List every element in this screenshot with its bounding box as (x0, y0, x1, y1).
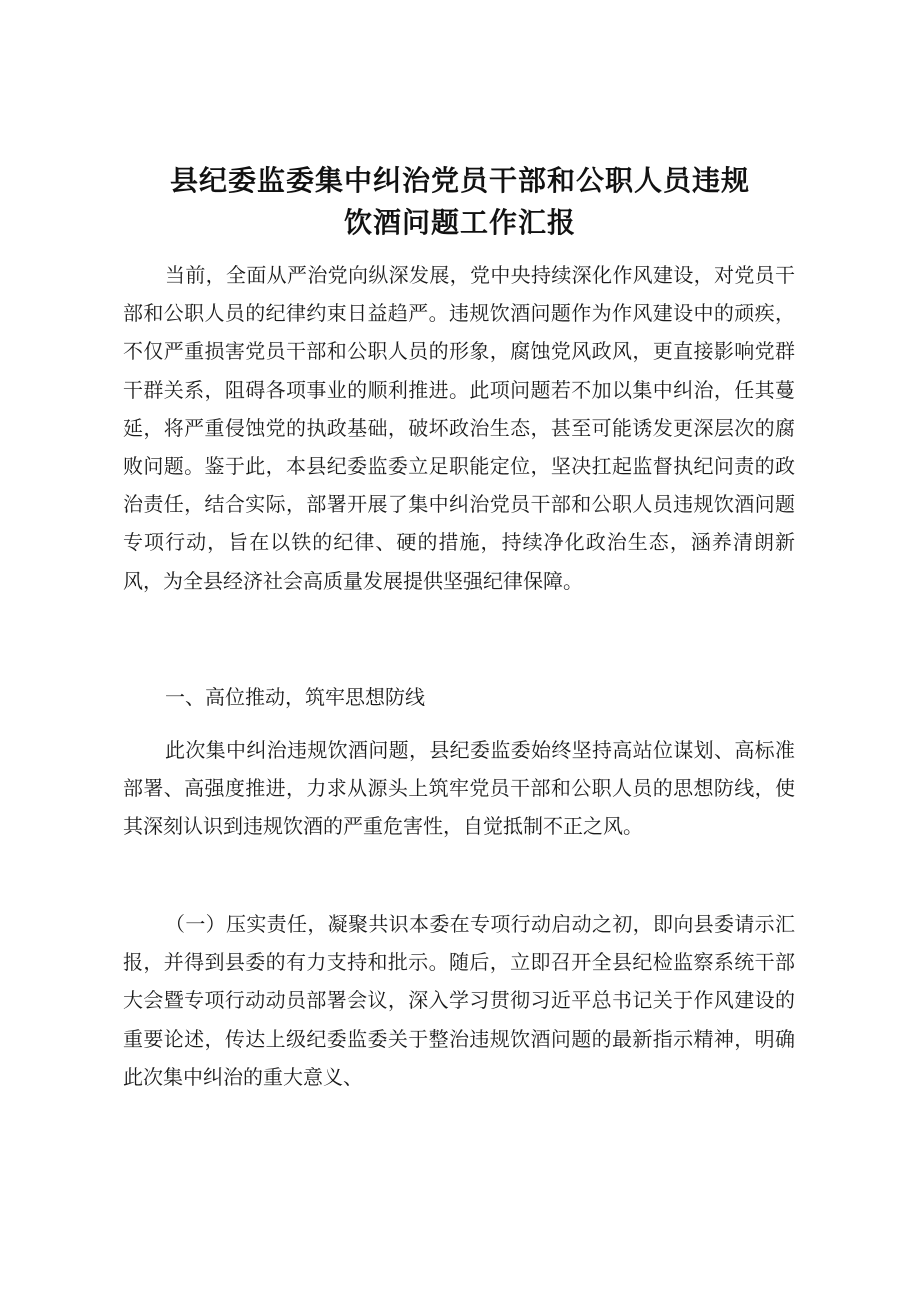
intro-paragraph: 当前，全面从严治党向纵深发展，党中央持续深化作风建设，对党员干部和公职人员的纪律约束日益趋严。违规饮酒问题作为作风建设中的顽疾，不仅严重损害党员干部和公职人员的形象，腐蚀党风政风，更直接影响党群干群关系，阻碍各项事业的顺利推进。此项问题若不加以集中纠治，任其蔓延，将严重侵蚀党的执政基础，破坏政治生态，甚至可能诱发更深层次的腐败问题。鉴于此，本县纪委监委立足职能定位，坚决扛起监督执纪问责的政治责任，结合实际，部署开展了集中纠治党员干部和公职人员违规饮酒问题专项行动，旨在以铁的纪律、硬的措施，持续净化政治生态，涵养清朗新风，为全县经济社会高质量发展提供坚强纪律保障。 (123, 263, 795, 593)
document-title-line-2: 饮酒问题工作汇报 (343, 206, 576, 239)
section-1-paragraph: 此次集中纠治违规饮酒问题，县纪委监委始终坚持高站位谋划、高标准部署、高强度推进，力求从源头上筑牢党员干部和公职人员的思想防线，使其深刻认识到违规饮酒的严重危害性，自觉抵制不正之风。 (123, 738, 795, 839)
document-title (0, 160, 920, 244)
section-heading-1: 一、高位推动，筑牢思想防线 (165, 685, 425, 709)
document-title-line-1: 县纪委监委集中纠治党员干部和公职人员违规 (169, 164, 750, 197)
subsection-1-paragraph: （一）压实责任，凝聚共识本委在专项行动启动之初，即向县委请示汇报，并得到县委的有力支持和批示。随后，立即召开全县纪检监察系统干部大会暨专项行动动员部署会议，深入学习贯彻习近平总书记关于作风建设的重要论述，传达上级纪委监委关于整治违规饮酒问题的最新指示精神，明确此次集中纠治的重大意义、 (123, 912, 795, 1089)
